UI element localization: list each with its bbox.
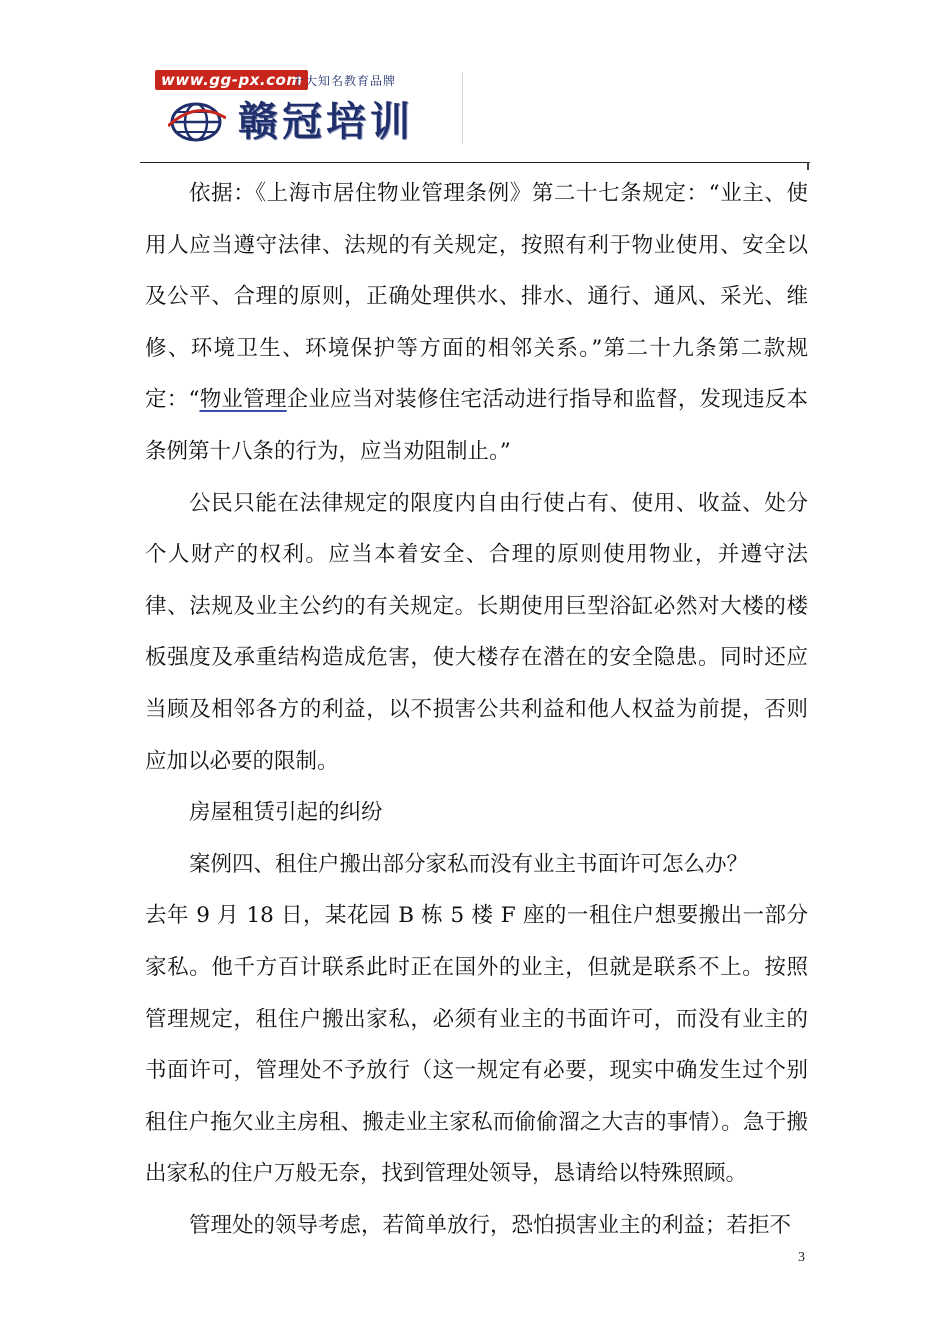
paragraph-text: 企业应当对装修住宅活动进行指导和监督，发现违反本条例第十八条的行为，应当劝阻制止。” xyxy=(145,387,808,464)
case-title: 案例四、租住户搬出部分家私而没有业主书面许可怎么办？ xyxy=(189,851,749,877)
logo-brand: 赣冠培训 xyxy=(238,99,414,145)
document-body xyxy=(145,168,808,1251)
page-number: 3 xyxy=(798,1250,805,1265)
logo-slogan: 十大知名教育品牌 xyxy=(292,74,397,88)
paragraph-management-consideration: 管理处的领导考虑，若简单放行，恐怕损害业主的利益；若拒不 xyxy=(189,1212,792,1238)
globe-icon xyxy=(168,96,226,144)
property-management-link[interactable]: 物业管理 xyxy=(199,387,287,413)
header-logo xyxy=(150,68,470,148)
logo-url: www.gg-px.com xyxy=(155,70,308,90)
paragraph-text: 依据：《上海市居住物业管理条例》第二十七条规定：“业主、使用人应当遵守法律、法规的有关规定，按照有利于物业使用、安全以及公平、合理的原则，正确处理供水、排水、通行、通风、采光、维修、环境卫生、环境保护等方面的相邻关系。”第二十九条第二款规定：“ xyxy=(145,181,808,413)
logo-divider xyxy=(462,72,463,144)
header-rule xyxy=(140,162,810,163)
paragraph-legal-basis xyxy=(145,168,808,478)
paragraph-case-description: 去年 9 月 18 日，某花园 B 栋 5 楼 F 座的一租住户想要搬出一部分家私。他千方百计联系此时正在国外的业主，但就是联系不上。按照管理规定，租住户搬出家私，必须有业主的书面许可，而没有业主的书面许可，管理处不予放行（这一规定有必要，现实中确发生过个别租住户拖欠业主房租、搬走业主家私而偷偷溜之大吉的事情）。急于搬出家私的住户万般无奈，找到管理处领导，恳请给以特殊照顾。 xyxy=(145,903,808,1187)
section-heading: 房屋租赁引起的纠纷 xyxy=(189,800,383,826)
paragraph-citizen-rights: 公民只能在法律规定的限度内自由行使占有、使用、收益、处分个人财产的权利。应当本着安全、合理的原则使用物业，并遵守法律、法规及业主公约的有关规定。长期使用巨型浴缸必然对大楼的楼板强度及承重结构造成危害，使大楼存在潜在的安全隐患。同时还应当顾及相邻各方的利益，以不损害公共利益和他人权益为前提，否则应加以必要的限制。 xyxy=(145,490,808,774)
